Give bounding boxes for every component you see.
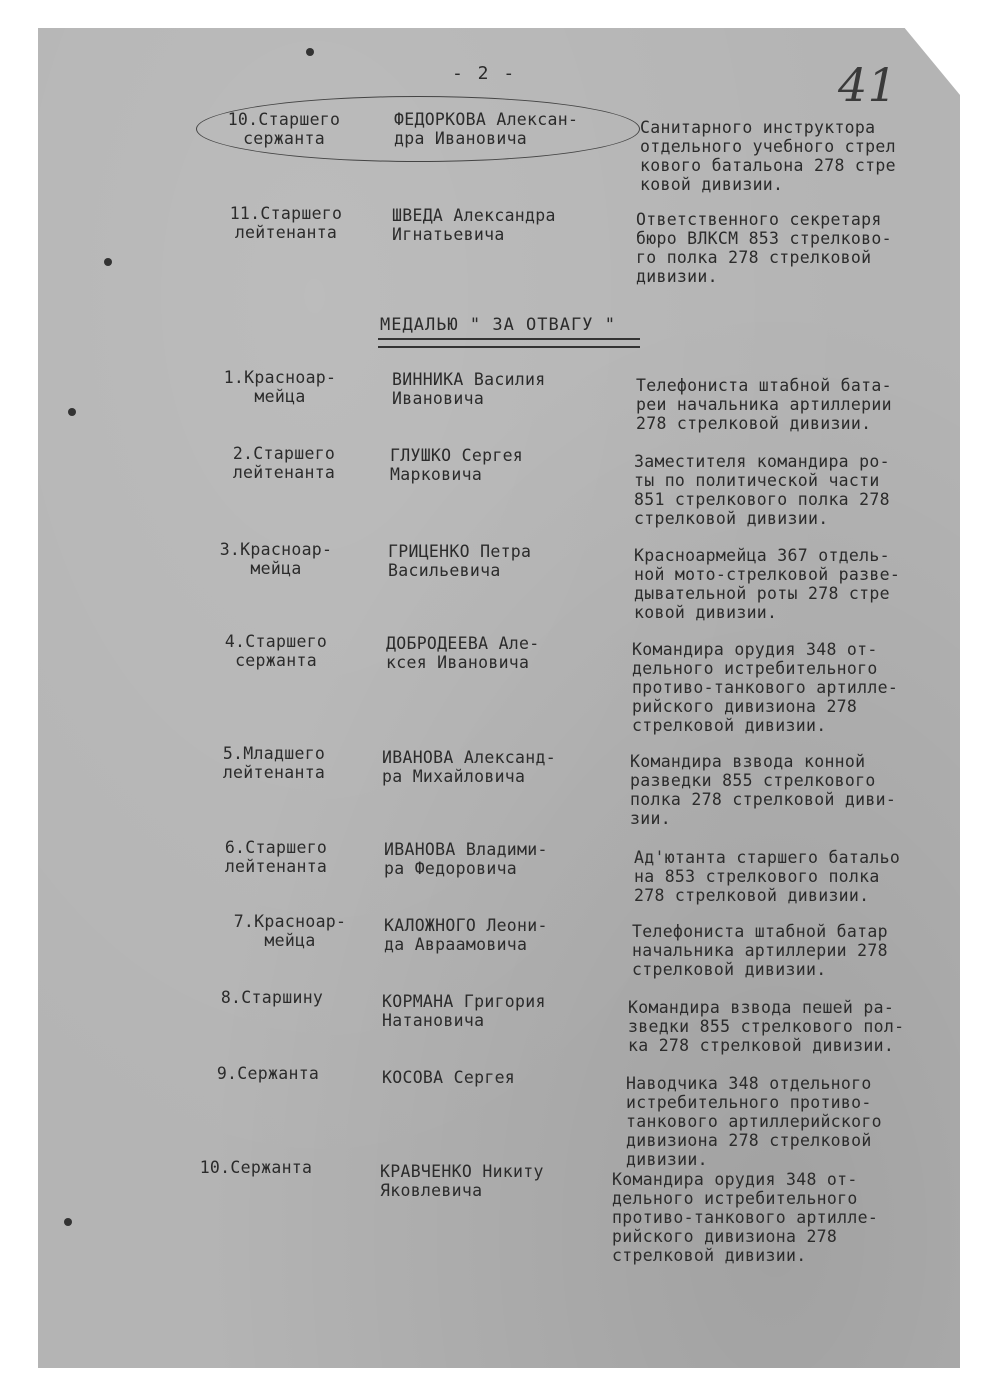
entry-rank: 7.Красноар- мейца bbox=[233, 912, 347, 950]
entry-name: КОРМАНА Григория Натановича bbox=[382, 992, 546, 1030]
entry-name: ГРИЦЕНКО Петра Васильевича bbox=[388, 542, 532, 580]
entry-rank: 11.Старшего лейтенанта bbox=[229, 204, 343, 242]
entry-description: Наводчика 348 отдельного истребительного противо- танкового артиллерийского дивизиона 278 стрелковой дивизии. bbox=[626, 1074, 882, 1169]
entry-description: Ад'ютанта старшего батальо на 853 стрелкового полка 278 стрелковой дивизии. bbox=[634, 848, 901, 905]
entry-description: Командира взвода конной разведки 855 стрелкового полка 278 стрелковой диви- зии. bbox=[630, 752, 897, 828]
entry-rank: 10.Старшего сержанта bbox=[227, 110, 341, 148]
entry-description: Командира взвода пешей ра- зведки 855 стрелкового пол- ка 278 стрелковой дивизии. bbox=[628, 998, 905, 1055]
punch-hole bbox=[64, 1218, 72, 1226]
section-heading: МЕДАЛЬЮ " ЗА ОТВАГУ " bbox=[380, 315, 616, 335]
entry-description: Заместителя командира ро- ты по политической части 851 стрелкового полка 278 стрелковой дивизии. bbox=[634, 452, 890, 528]
entry-description: Телефониста штабной батар начальника артиллерии 278 стрелковой дивизии. bbox=[632, 922, 888, 979]
entry-name: ФЕДОРКОВА Алексан- дра Ивановича bbox=[394, 110, 579, 148]
entry-description: Командира орудия 348 от- дельного истребительного противо-танкового артилле- рийского дивизиона 278 стрелковой дивизии. bbox=[632, 640, 899, 735]
entry-rank: 4.Старшего сержанта bbox=[224, 632, 328, 670]
entry-rank: 9.Сержанта bbox=[216, 1064, 320, 1083]
entry-description: Санитарного инструктора отдельного учебного стрел кового батальона 278 стре ковой дивизии. bbox=[640, 118, 896, 194]
entry-description: Красноармейца 367 отдель- ной мото-стрелковой разве- дывательной роты 278 стре ковой дивизии. bbox=[634, 546, 901, 622]
entry-rank: 6.Старшего лейтенанта bbox=[224, 838, 328, 876]
entry-name: ГЛУШКО Сергея Марковича bbox=[390, 446, 524, 484]
page-number: - 2 - bbox=[452, 63, 517, 84]
entry-name: ДОБРОДЕЕВА Але- ксея Ивановича bbox=[386, 634, 540, 672]
entry-rank: 5.Младшего лейтенанта bbox=[222, 744, 326, 782]
entry-name: ВИННИКА Василия Ивановича bbox=[392, 370, 546, 408]
entry-name: КОСОВА Сергея bbox=[382, 1068, 516, 1087]
entry-rank: 2.Старшего лейтенанта bbox=[232, 444, 336, 482]
entry-rank: 1.Красноар- мейца bbox=[223, 368, 337, 406]
punch-hole bbox=[306, 48, 314, 56]
entry-rank: 8.Старшину bbox=[220, 988, 324, 1007]
entry-name: КРАВЧЕНКО Никиту Яковлевича bbox=[380, 1162, 544, 1200]
punch-hole bbox=[104, 258, 112, 266]
punch-hole bbox=[68, 408, 76, 416]
entry-description: Телефониста штабной бата- реи начальника артиллерии 278 стрелковой дивизии. bbox=[636, 376, 892, 433]
heading-double-underline bbox=[378, 338, 640, 348]
entry-rank: 3.Красноар- мейца bbox=[219, 540, 333, 578]
entry-description: Командира орудия 348 от- дельного истребительного противо-танкового артилле- рийского дивизиона 278 стрелковой дивизии. bbox=[612, 1170, 879, 1265]
entry-name: КАЛОЖНОГО Леони- да Авраамовича bbox=[384, 916, 548, 954]
handwritten-sheet-number: 41 bbox=[838, 58, 898, 112]
entry-name: ШВЕДА Александра Игнатьевича bbox=[392, 206, 556, 244]
entry-description: Ответственного секретаря бюро ВЛКСМ 853 стрелково- го полка 278 стрелковой дивизии. bbox=[636, 210, 892, 286]
entry-rank: 10.Сержанта bbox=[199, 1158, 313, 1177]
entry-name: ИВАНОВА Владими- ра Федоровича bbox=[384, 840, 548, 878]
entry-name: ИВАНОВА Александ- ра Михайловича bbox=[382, 748, 556, 786]
